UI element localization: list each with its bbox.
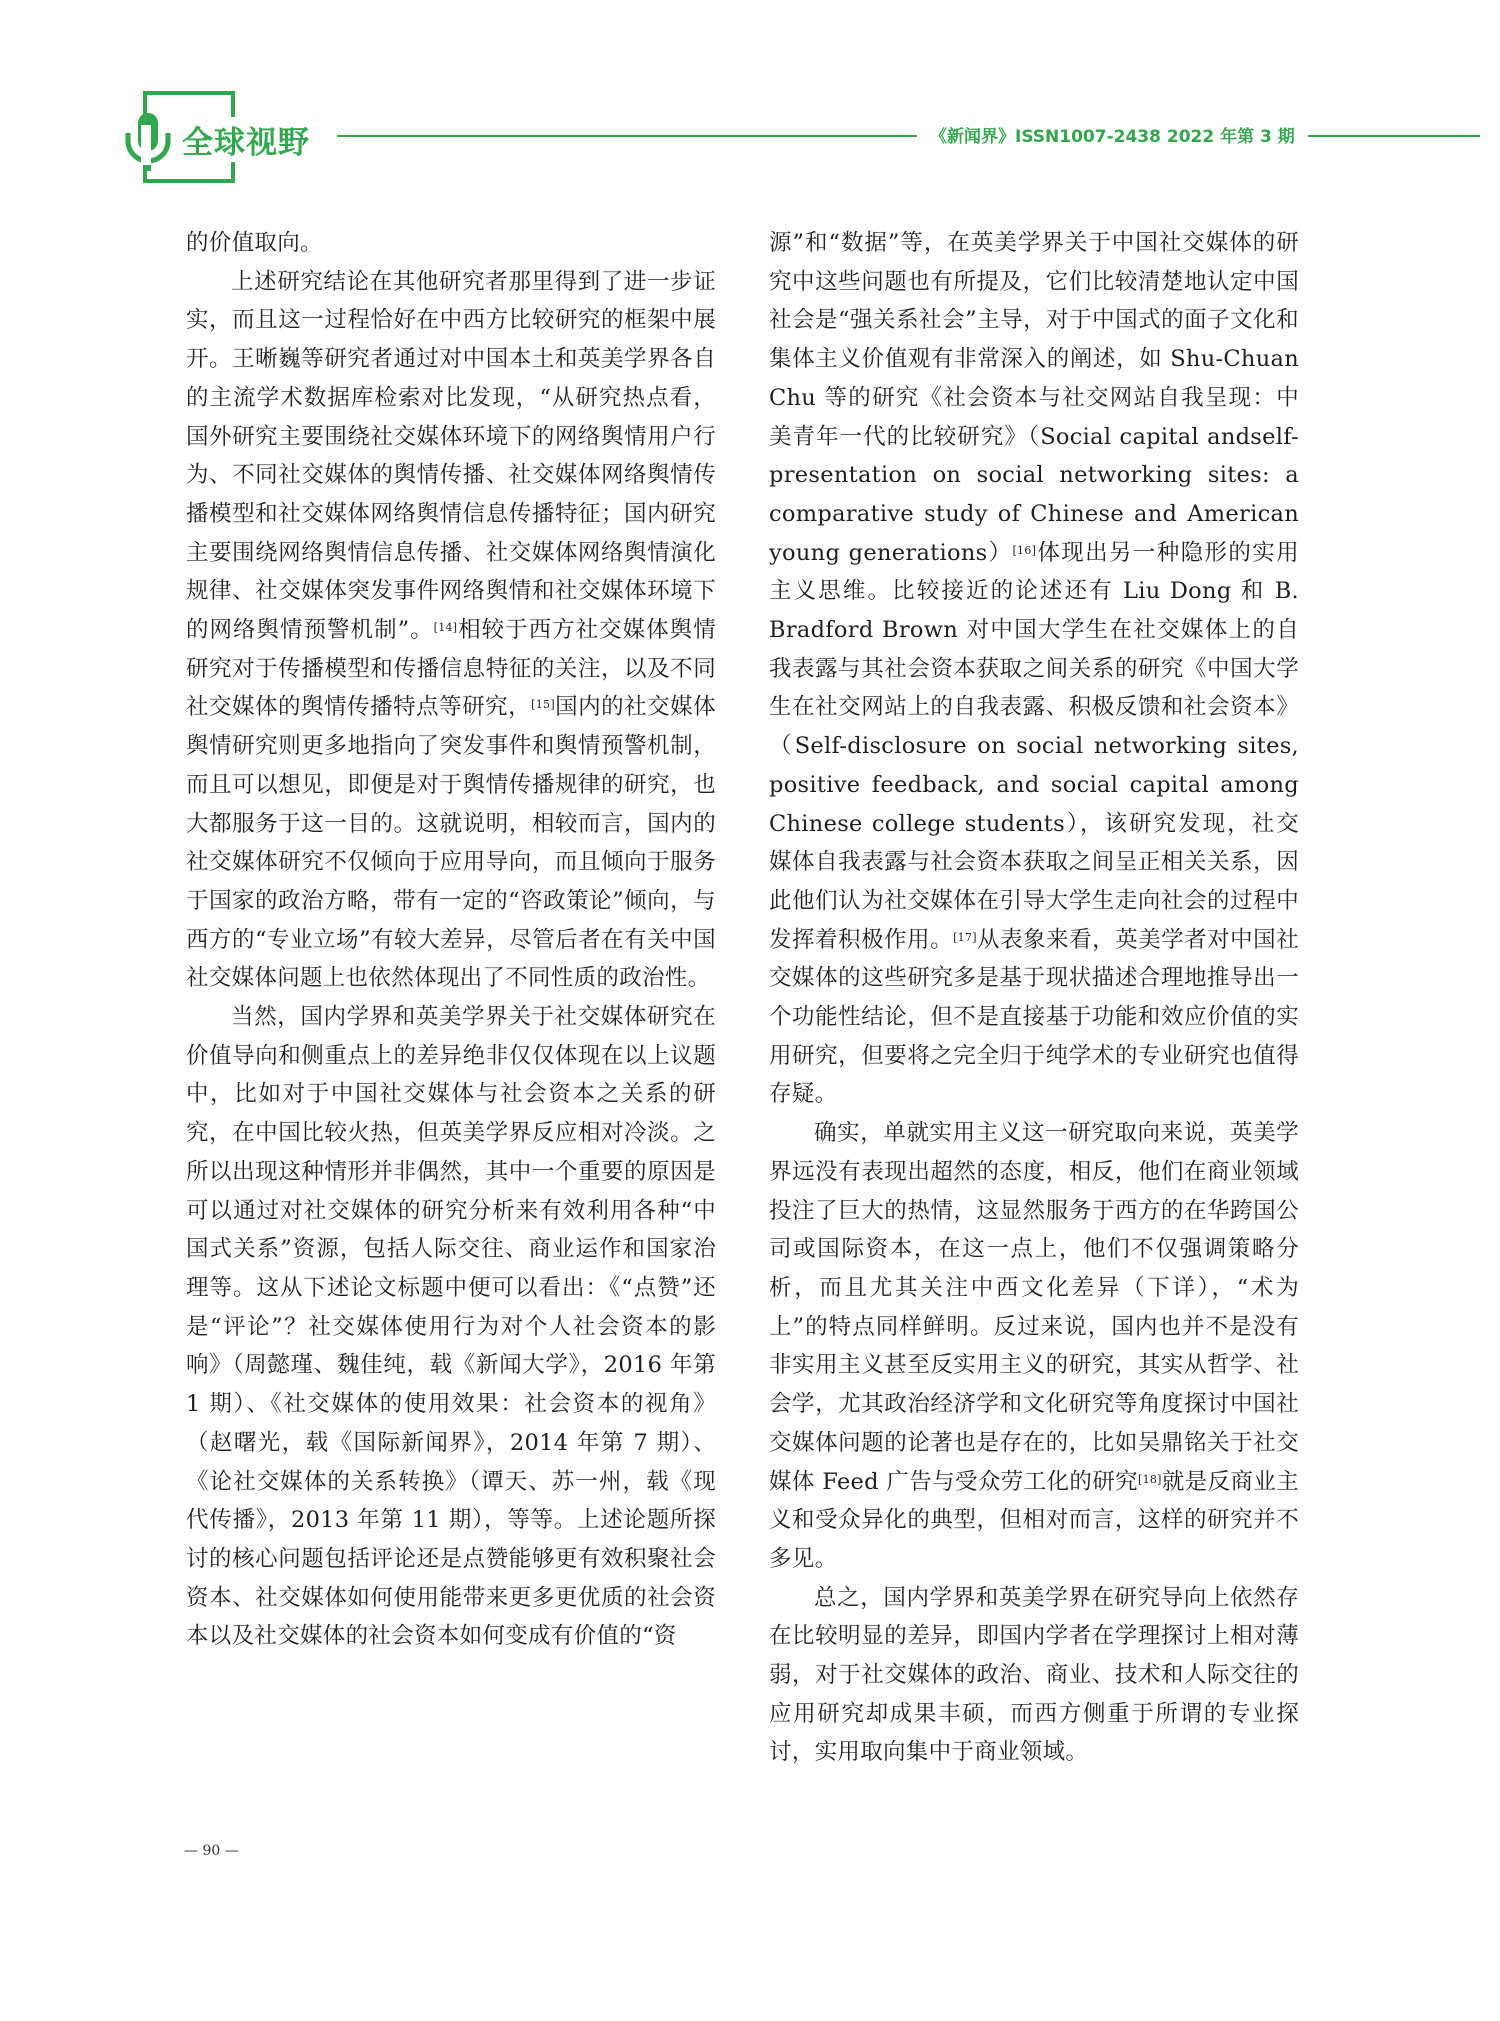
page-number: — 90 — — [184, 1843, 239, 1859]
citation-ref[interactable]: [18] — [1137, 1472, 1162, 1486]
citation-ref[interactable]: [15] — [531, 698, 555, 712]
paragraph: 的价值取向。 — [186, 230, 323, 256]
header-rule-left — [337, 135, 917, 137]
page-header — [0, 0, 1500, 200]
journal-info: 《新闻界》ISSN1007-2438 2022 年第 3 期 — [930, 127, 1295, 147]
paragraph: 确实，单就实用主义这一研究取向来说，英美学界远没有表现出超然的态度，相反，他们在商业领域投注了巨大的热情，这显然服务于西方的在华跨国公司或国际资本，在这一点上，他们不仅强调策略分析，而且尤其关注中西文化差异（下详），“术为上”的特点同样鲜明。反过来说，国内也并不是没有非实用主义甚至反实用主义的研究，其实从哲学、社会学，尤其政治经济学和文化研究等角度探讨中国社交媒体问题的论著也是存在的，比如吴鼎铭关于社交媒体 Feed 广告与受众劳工化的研究[18]就是反商业主义和受众异化的典型，但相对而言，这样的研究并不多见。 — [769, 1120, 1299, 1572]
left-column — [186, 224, 716, 1656]
section-title: 全球视野 — [178, 117, 314, 162]
citation-ref[interactable]: [14] — [433, 621, 458, 635]
paragraph: 上述研究结论在其他研究者那里得到了进一步证实，而且这一过程恰好在中西方比较研究的框架中展开。王晰巍等研究者通过对中国本土和英美学界各自的主流学术数据库检索对比发现，“从研究热点看，国外研究主要围绕社交媒体环境下的网络舆情用户行为、不同社交媒体的舆情传播、社交媒体网络舆情传播模型和社交媒体网络舆情信息传播特征；国内研究主要围绕网络舆情信息传播、社交媒体网络舆情演化规律、社交媒体突发事件网络舆情和社交媒体环境下的网络舆情预警机制”。[14]相较于西方社交媒体舆情研究对于传播模型和传播信息特征的关注，以及不同社交媒体的舆情传播特点等研究，[15]国内的社交媒体舆情研究则更多地指向了突发事件和舆情预警机制，而且可以想见，即便是对于舆情传播规律的研究，也大都服务于这一目的。这就说明，相较而言，国内的社交媒体研究不仅倾向于应用导向，而且倾向于服务于国家的政治方略，带有一定的“咨政策论”倾向，与西方的“专业立场”有较大差异，尽管后者在有关中国社交媒体问题上也依然体现出了不同性质的政治性。 — [186, 268, 716, 992]
paragraph: 源”和“数据”等，在英美学界关于中国社交媒体的研究中这些问题也有所提及，它们比较清楚地认定中国社会是“强关系社会”主导，对于中国式的面子文化和集体主义价值观有非常深入的阐述，如 Shu-Chuan Chu 等的研究《社会资本与社交网站自我呈现：中美青年一代的比较研究》（Social capital andself-presentation on social networking sites: a comparative study of Chinese and American young generations）[16]体现出另一种隐形的实用主义思维。比较接近的论述还有 Liu Dong 和 B. Bradford Brown 对中国大学生在社交媒体上的自我表露与其社会资本获取之间关系的研究《中国大学生在社交网站上的自我表露、积极反馈和社会资本》（Self-disclosure on social networking sites, positive feedback, and social capital among Chinese college students），该研究发现，社交媒体自我表露与社会资本获取之间呈正相关关系，因此他们认为社交媒体在引导大学生走向社会的过程中发挥着积极作用。[17]从表象来看，英美学者对中国社交媒体的这些研究多是基于现状描述合理地推导出一个功能性结论，但不是直接基于功能和效应价值的实用研究，但要将之完全归于纯学术的专业研究也值得存疑。 — [769, 230, 1299, 1108]
citation-ref[interactable]: [16] — [1012, 543, 1037, 557]
right-column — [769, 224, 1299, 1772]
citation-ref[interactable]: [17] — [953, 930, 977, 944]
header-rule-right — [1308, 135, 1480, 137]
paragraph: 当然，国内学界和英美学界关于社交媒体研究在价值导向和侧重点上的差异绝非仅仅体现在以上议题中，比如对于中国社交媒体与社会资本之关系的研究，在中国比较火热，但英美学界反应相对冷淡。之所以出现这种情形并非偶然，其中一个重要的原因是可以通过对社交媒体的研究分析来有效利用各种“中国式关系”资源，包括人际交往、商业运作和国家治理等。这从下述论文标题中便可以看出：《“点赞”还是“评论”？社交媒体使用行为对个人社会资本的影响》（周懿瑾、魏佳纯，载《新闻大学》，2016 年第 1 期）、《社交媒体的使用效果：社会资本的视角》（赵曙光，载《国际新闻界》，2014 年第 7 期）、《论社交媒体的关系转换》（谭天、苏一州，载《现代传播》，2013 年第 11 期），等等。上述论题所探讨的核心问题包括评论还是点赞能够更有效积聚社会资本、社交媒体如何使用能带来更多更优质的社会资本以及社交媒体的社会资本如何变成有价值的“资 — [186, 1004, 716, 1650]
paragraph: 总之，国内学界和英美学界在研究导向上依然存在比较明显的差异，即国内学者在学理探讨上相对薄弱，对于社交媒体的政治、商业、技术和人际交往的应用研究却成果丰硕，而西方侧重于所谓的专业探讨，实用取向集中于商业领域。 — [769, 1584, 1299, 1766]
